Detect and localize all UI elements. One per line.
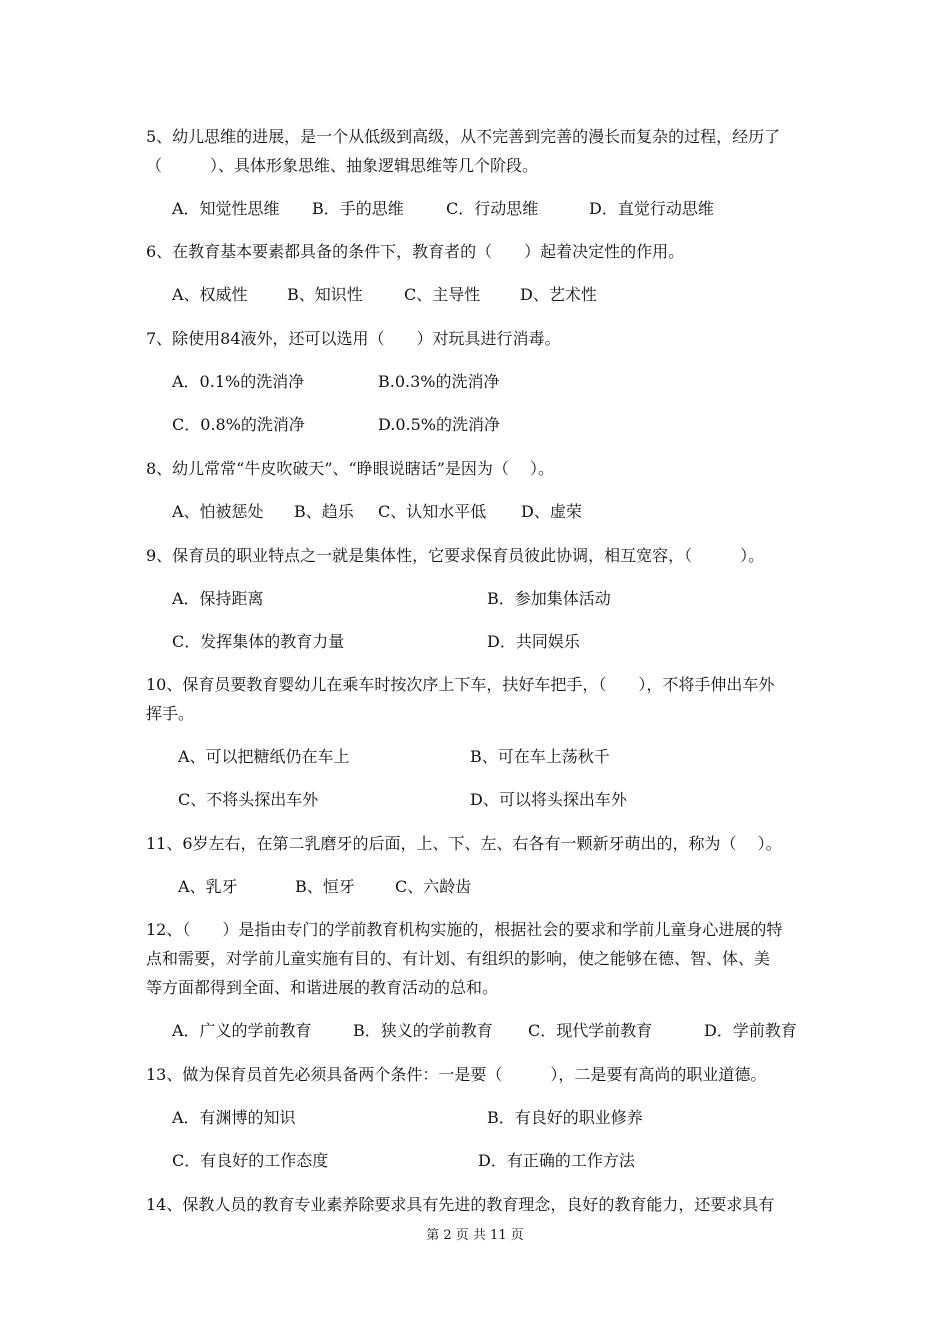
question-10-option-d: D、可以将头探出车外: [470, 790, 627, 809]
question-9-option-d: D．共同娱乐: [487, 632, 580, 651]
question-10-option-c: C、不将头探出车外: [178, 790, 319, 809]
question-5-line-1: 5、幼儿思维的进展，是一个从低级到高级，从不完善到完善的漫长而复杂的过程，经历了: [146, 127, 781, 146]
question-13-option-d: D．有正确的工作方法: [478, 1151, 635, 1170]
question-12-line-3: 等方面都得到全面、和谐进展的教育活动的总和。: [146, 978, 499, 997]
question-7-option-c: C．0.8%的洗消净: [172, 415, 305, 434]
question-10-line-1: 10、保育员要教育婴幼儿在乘车时按次序上下车，扶好车把手，（ ），不将手伸出车外: [146, 675, 775, 694]
question-11-option-c: C、六龄齿: [395, 877, 472, 896]
question-7-option-a: A．0.1%的洗消净: [172, 372, 305, 391]
question-13-line-1: 13、做为保育员首先必须具备两个条件：一是要（ ），二是要有高尚的职业道德。: [146, 1065, 767, 1084]
question-6-option-d: D、艺术性: [520, 285, 597, 304]
question-8-option-a: A、怕被惩处: [172, 502, 264, 521]
question-11-option-b: B、恒牙: [295, 877, 355, 896]
question-14-line-1: 14、保教人员的教育专业素养除要求具有先进的教育理念，良好的教育能力，还要求具有: [146, 1195, 775, 1214]
question-8-option-c: C、认知水平低: [378, 502, 487, 521]
question-7-option-b: B.0.3%的洗消净: [378, 372, 500, 391]
question-12-option-b: B．狭义的学前教育: [353, 1021, 493, 1040]
question-9-line-1: 9、保育员的职业特点之一就是集体性，它要求保育员彼此协调，相互宽容，（ ）。: [146, 546, 765, 565]
question-11-option-a: A、乳牙: [178, 877, 238, 896]
question-12-line-1: 12、（ ）是指由专门的学前教育机构实施的，根据社会的要求和学前儿童身心进展的特: [146, 920, 783, 939]
question-6-option-c: C、主导性: [404, 285, 481, 304]
question-8-line-1: 8、幼儿常常“牛皮吹破天”、“睁眼说瞎话”是因为（ ）。: [146, 459, 554, 478]
question-13-option-b: B．有良好的职业修养: [487, 1108, 643, 1127]
question-5-option-a: A．知觉性思维: [172, 199, 280, 218]
question-6-line-1: 6、在教育基本要素都具备的条件下，教育者的（ ）起着决定性的作用。: [146, 242, 685, 261]
question-10-line-2: 挥手。: [146, 704, 195, 723]
question-5-option-d: D．直觉行动思维: [589, 199, 714, 218]
question-11-line-1: 11、6岁左右，在第二乳磨牙的后面，上、下、左、右各有一颗新牙萌出的，称为（ ）。: [146, 834, 782, 853]
question-9-option-b: B．参加集体活动: [487, 589, 611, 608]
question-9-option-a: A．保持距离: [172, 589, 264, 608]
question-10-option-b: B、可在车上荡秋千: [470, 747, 610, 766]
question-5-option-c: C．行动思维: [446, 199, 539, 218]
question-13-option-c: C．有良好的工作态度: [172, 1151, 329, 1170]
question-8-option-d: D、虚荣: [521, 502, 582, 521]
question-5-line-2: （ ）、具体形象思维、抽象逻辑思维等几个阶段。: [146, 156, 539, 175]
question-5-option-b: B．手的思维: [312, 199, 404, 218]
question-10-option-a: A、可以把糖纸仍在车上: [178, 747, 350, 766]
question-6-option-a: A、权威性: [172, 285, 248, 304]
question-12-option-c: C．现代学前教育: [528, 1021, 653, 1040]
question-7-line-1: 7、除使用84液外，还可以选用（ ）对玩具进行消毒。: [146, 329, 561, 348]
question-6-option-b: B、知识性: [287, 285, 363, 304]
question-12-line-2: 点和需要，对学前儿童实施有目的、有计划、有组织的影响，使之能够在德、智、体、美: [146, 949, 771, 968]
question-8-option-b: B、趋乐: [294, 502, 354, 521]
question-7-option-d: D.0.5%的洗消净: [378, 415, 500, 434]
question-12-option-d: D．学前教育: [704, 1021, 797, 1040]
page-footer: 第 2 页 共 11 页: [426, 1228, 524, 1243]
question-12-option-a: A．广义的学前教育: [172, 1021, 312, 1040]
question-13-option-a: A．有渊博的知识: [172, 1108, 296, 1127]
question-9-option-c: C．发挥集体的教育力量: [172, 632, 345, 651]
